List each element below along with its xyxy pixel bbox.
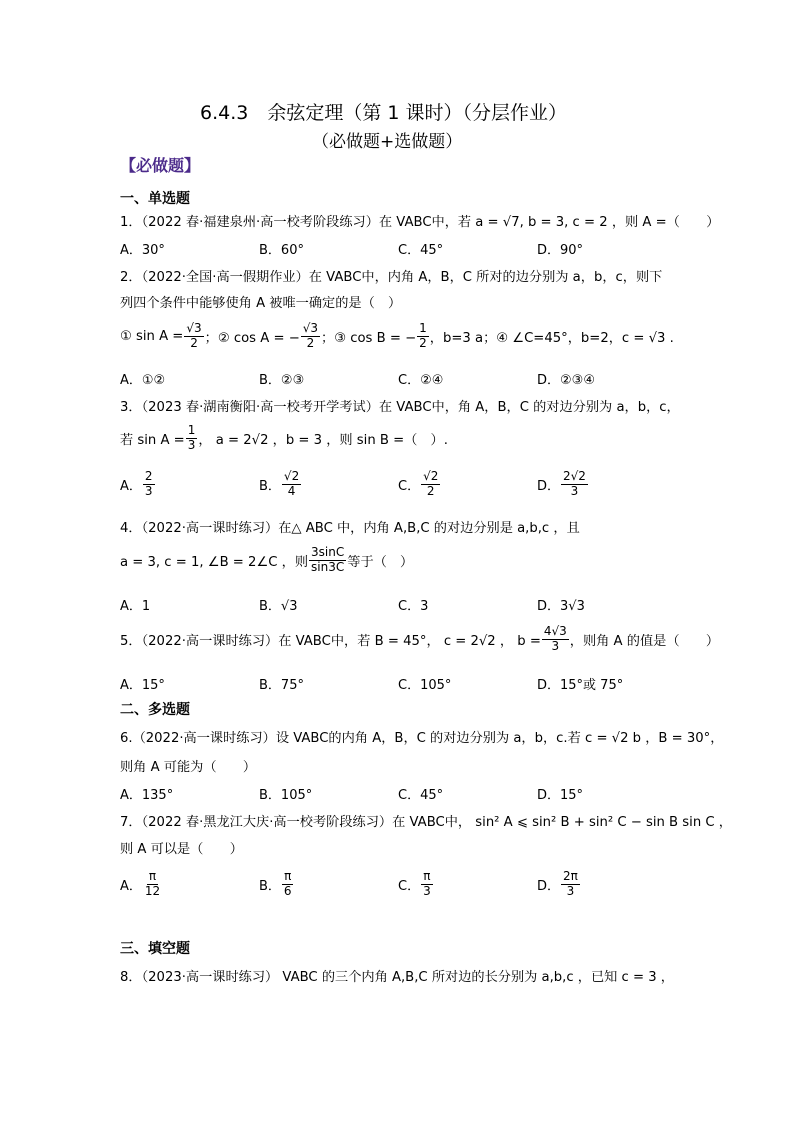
- q2-fraction-2: [301, 322, 320, 351]
- q3-a-den: 3: [144, 483, 153, 498]
- q3-option-b-fraction: [282, 470, 301, 499]
- q2-frac2-den: 2: [306, 335, 315, 350]
- q7-d-den: 3: [566, 883, 575, 898]
- q7-b-den: 6: [283, 883, 292, 898]
- q2-condition-4: ，b=3 a；④ ∠C=45°，b=2，c = √3 .: [429, 330, 674, 346]
- q2-frac2-num: √3: [302, 321, 319, 335]
- q7-a-den: 12: [144, 883, 161, 898]
- question-8-stem: 8．（2023·高一课时练习） VABC 的三个内角 A,B,C 所对边的长分别为 a,b,c ，已知 c = 3 ，: [120, 970, 674, 985]
- q4-option-a[interactable]: A．1: [120, 599, 151, 614]
- q4-frac-den: sin3C: [311, 559, 345, 574]
- q3-option-a[interactable]: [120, 470, 156, 499]
- question-1-stem: 1．（2022 春·福建泉州·高一校考阶段练习）在 VABC中，若 a = √7, b = 3, c = 2 ，则 A =（ ）: [120, 215, 720, 230]
- q4-post: 等于（ ）: [347, 554, 414, 570]
- q3-a-num: 2: [144, 469, 153, 483]
- q3-option-c-fraction: [421, 470, 440, 499]
- q3-option-c-label: C．: [398, 478, 421, 494]
- q4-pre: a = 3, c = 1, ∠B = 2∠C ，则: [120, 554, 309, 570]
- q6-option-a[interactable]: A．135°: [120, 788, 174, 803]
- q3-option-d-fraction: [561, 470, 588, 499]
- q2-option-d[interactable]: D．②③④: [537, 373, 595, 388]
- q7-option-a[interactable]: [120, 870, 163, 899]
- q2-option-b[interactable]: B．②③: [259, 373, 305, 388]
- q5-option-a[interactable]: A．15°: [120, 678, 165, 693]
- q3-option-a-fraction: [143, 470, 155, 499]
- q6-option-c[interactable]: C．45°: [398, 788, 444, 803]
- question-2-stem-line2: 列四个条件中能够使角 A 被唯一确定的是（ ）: [120, 296, 402, 311]
- question-3-stem-line1: 3．（2023 春·湖南衡阳·高一校考开学考试）在 VABC中，角 A，B，C 的对边分别为 a，b，c，: [120, 400, 680, 415]
- section-single-choice: 一、单选题: [120, 191, 190, 207]
- q7-option-c-label: C．: [398, 878, 421, 894]
- q4-option-c[interactable]: C．3: [398, 599, 429, 614]
- section-multi-choice: 二、多选题: [120, 702, 190, 718]
- q7-option-b-label: B．: [259, 878, 281, 894]
- q4-fraction: [309, 546, 346, 575]
- q6-option-b[interactable]: B．105°: [259, 788, 313, 803]
- q5-frac-den: 3: [551, 638, 560, 653]
- q3-b-num: √2: [283, 469, 300, 483]
- q3-b-den: 4: [287, 483, 296, 498]
- q7-c-den: 3: [423, 883, 431, 898]
- q3-option-c[interactable]: [398, 470, 441, 499]
- q7-option-c-fraction: [421, 870, 433, 899]
- q2-option-a[interactable]: A．①②: [120, 373, 166, 388]
- q7-c-num: π: [423, 869, 431, 883]
- q1-option-d[interactable]: D．90°: [537, 243, 584, 258]
- required-tag: 【必做题】: [120, 156, 201, 175]
- q3-pre: 若 sin A =: [120, 432, 185, 448]
- q7-option-d[interactable]: [537, 870, 581, 899]
- q3-c-num: √2: [423, 469, 439, 483]
- q7-a-num: π: [148, 869, 157, 883]
- page-title: 6.4.3 余弦定理（第 1 课时）（分层作业）: [200, 102, 568, 124]
- question-3-stem-line2: [120, 424, 448, 453]
- q4-frac-num: 3sinC: [311, 545, 345, 559]
- q7-option-d-fraction: [561, 870, 580, 899]
- q3-fraction: [186, 424, 198, 453]
- q3-option-d-label: D．: [537, 478, 561, 494]
- section-fill-blank: 三、填空题: [120, 941, 190, 957]
- q5-post: ，则角 A 的值是（ ）: [569, 633, 720, 649]
- q5-option-d[interactable]: D．15°或 75°: [537, 678, 624, 693]
- q7-option-a-fraction: [143, 870, 162, 899]
- q5-frac-num: 4√3: [543, 624, 567, 638]
- page-subtitle: （必做题+选做题）: [312, 132, 463, 152]
- question-2-stem-line1: 2．（2022·全国·高一假期作业）在 VABC中，内角 A，B，C 所对的边分别为 a，b，c，则下: [120, 270, 663, 285]
- q5-fraction: [542, 625, 569, 654]
- q7-d-num: 2π: [563, 869, 578, 883]
- question-4-stem-line2: [120, 546, 413, 575]
- q2-frac1-num: √3: [186, 321, 202, 335]
- q7-option-b[interactable]: [259, 870, 295, 899]
- q2-frac1-den: 2: [190, 335, 198, 350]
- q2-frac3-den: 2: [419, 335, 427, 350]
- q7-option-d-label: D．: [537, 878, 561, 894]
- q7-option-b-fraction: [282, 870, 294, 899]
- q5-option-c[interactable]: C．105°: [398, 678, 452, 693]
- q5-pre: 5．（2022·高一课时练习）在 VABC中，若 B = 45°， c = 2√2 ， b =: [120, 633, 541, 649]
- q3-d-den: 3: [570, 483, 579, 498]
- q3-d-num: 2√2: [563, 469, 586, 483]
- question-4-stem-line1: 4．（2022·高一课时练习）在△ ABC 中，内角 A,B,C 的对边分别是 a,b,c ，且: [120, 521, 580, 536]
- q2-condition-1: ① sin A =: [120, 328, 184, 344]
- q1-option-c[interactable]: C．45°: [398, 243, 444, 258]
- q2-frac3-num: 1: [419, 321, 427, 335]
- q1-option-b[interactable]: B．60°: [259, 243, 304, 258]
- q7-b-num: π: [284, 869, 292, 883]
- q3-frac-den: 3: [187, 437, 196, 452]
- q2-condition-3: ；③ cos B = −: [321, 330, 417, 346]
- question-2-conditions: [120, 322, 674, 351]
- question-7-stem-line2: 则 A 可以是（ ）: [120, 842, 243, 857]
- q7-option-c[interactable]: [398, 870, 434, 899]
- q3-option-b-label: B．: [259, 478, 281, 494]
- q3-c-den: 2: [426, 483, 435, 498]
- question-7-stem-line1: 7．（2022 春·黑龙江大庆·高一校考阶段练习）在 VABC中， sin² A ⩽ sin² B + sin² C − sin B sin C ，: [120, 815, 732, 830]
- q2-option-c[interactable]: C．②④: [398, 373, 444, 388]
- q4-option-b[interactable]: B．√3: [259, 599, 298, 614]
- q4-option-d[interactable]: D．3√3: [537, 599, 585, 614]
- question-5-stem: [120, 625, 719, 654]
- q2-fraction-3: [417, 322, 429, 351]
- q2-fraction-1: [184, 322, 203, 351]
- q3-option-a-label: A．: [120, 478, 142, 494]
- q5-option-b[interactable]: B．75°: [259, 678, 304, 693]
- q3-option-b[interactable]: [259, 470, 302, 499]
- q2-condition-2: ；② cos A = −: [204, 330, 300, 346]
- question-6-stem-line1: 6.（2022·高一课时练习）设 VABC的内角 A，B，C 的对边分别为 a，b，c.若 c = √2 b ，B = 30°，: [120, 731, 724, 746]
- q1-option-a[interactable]: A．30°: [120, 243, 165, 258]
- question-6-stem-line2: 则角 A 可能为（ ）: [120, 760, 257, 775]
- q3-option-d[interactable]: [537, 470, 589, 499]
- q3-frac-num: 1: [187, 423, 196, 437]
- q3-post: ， a = 2√2 ，b = 3 ，则 sin B =（ ）.: [198, 432, 448, 448]
- q7-option-a-label: A．: [120, 878, 142, 894]
- q6-option-d[interactable]: D．15°: [537, 788, 584, 803]
